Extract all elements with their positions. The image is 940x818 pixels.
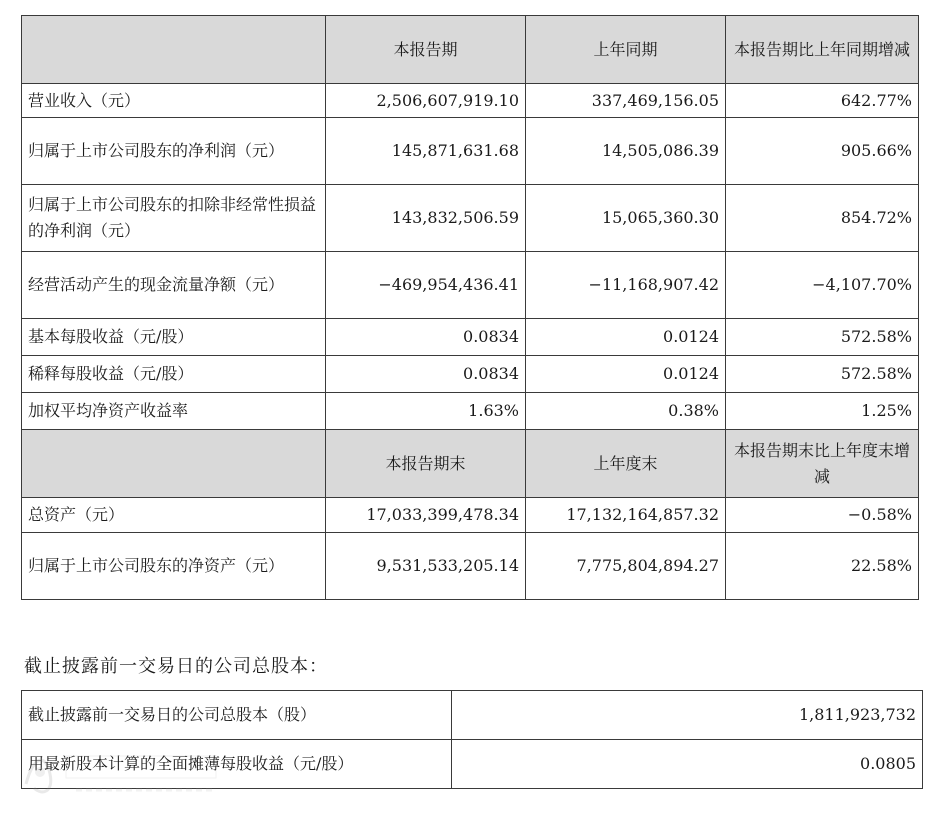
prior-value: 0.0124 <box>526 319 726 356</box>
table-row <box>22 533 919 600</box>
current-value: 0.0834 <box>326 356 526 393</box>
row-label: 归属于上市公司股东的净资产（元） <box>22 533 326 600</box>
table-row <box>22 393 919 430</box>
table-row <box>22 118 919 185</box>
current-value: 2,506,607,919.10 <box>326 84 526 118</box>
header-prior-period: 上年同期 <box>526 16 726 84</box>
row-value: 0.0805 <box>452 740 923 789</box>
change-value: 572.58% <box>726 356 919 393</box>
table-row <box>22 691 923 740</box>
current-value: −469,954,436.41 <box>326 252 526 319</box>
row-label: 加权平均净资产收益率 <box>22 393 326 430</box>
prior-value: 17,132,164,857.32 <box>526 498 726 533</box>
row-label: 用最新股本计算的全面摊薄每股收益（元/股） <box>22 740 452 789</box>
change-value: 22.58% <box>726 533 919 600</box>
table-row <box>22 356 919 393</box>
header-cell-blank <box>22 430 326 498</box>
header-period-end: 本报告期末 <box>326 430 526 498</box>
prior-value: −11,168,907.42 <box>526 252 726 319</box>
prior-value: 15,065,360.30 <box>526 185 726 252</box>
table-row <box>22 498 919 533</box>
table-header-row <box>22 16 919 84</box>
row-value: 1,811,923,732 <box>452 691 923 740</box>
row-label: 稀释每股收益（元/股） <box>22 356 326 393</box>
current-value: 17,033,399,478.34 <box>326 498 526 533</box>
change-value: −4,107.70% <box>726 252 919 319</box>
change-value: 642.77% <box>726 84 919 118</box>
row-label: 总资产（元） <box>22 498 326 533</box>
table-row <box>22 319 919 356</box>
header-prior-year-end: 上年度末 <box>526 430 726 498</box>
row-label: 营业收入（元） <box>22 84 326 118</box>
table-row <box>22 84 919 118</box>
prior-value: 0.38% <box>526 393 726 430</box>
prior-value: 14,505,086.39 <box>526 118 726 185</box>
prior-value: 7,775,804,894.27 <box>526 533 726 600</box>
watermark-logo-icon <box>16 744 236 804</box>
row-label: 截止披露前一交易日的公司总股本（股） <box>22 691 452 740</box>
change-value: 1.25% <box>726 393 919 430</box>
current-value: 9,531,533,205.14 <box>326 533 526 600</box>
row-label: 归属于上市公司股东的扣除非经常性损益的净利润（元） <box>22 185 326 252</box>
change-value: 572.58% <box>726 319 919 356</box>
current-value: 143,832,506.59 <box>326 185 526 252</box>
header-cell-blank <box>22 16 326 84</box>
row-label: 归属于上市公司股东的净利润（元） <box>22 118 326 185</box>
row-label: 基本每股收益（元/股） <box>22 319 326 356</box>
current-value: 1.63% <box>326 393 526 430</box>
financial-summary-table <box>21 15 919 600</box>
change-value: −0.58% <box>726 498 919 533</box>
prior-value: 337,469,156.05 <box>526 84 726 118</box>
header-change: 本报告期末比上年度末增减 <box>726 430 919 498</box>
current-value: 0.0834 <box>326 319 526 356</box>
table-row <box>22 185 919 252</box>
header-current-period: 本报告期 <box>326 16 526 84</box>
section-title: 截止披露前一交易日的公司总股本： <box>24 656 328 677</box>
change-value: 905.66% <box>726 118 919 185</box>
change-value: 854.72% <box>726 185 919 252</box>
current-value: 145,871,631.68 <box>326 118 526 185</box>
table-header-row <box>22 430 919 498</box>
table-row <box>22 252 919 319</box>
prior-value: 0.0124 <box>526 356 726 393</box>
row-label: 经营活动产生的现金流量净额（元） <box>22 252 326 319</box>
header-change: 本报告期比上年同期增减 <box>726 16 919 84</box>
